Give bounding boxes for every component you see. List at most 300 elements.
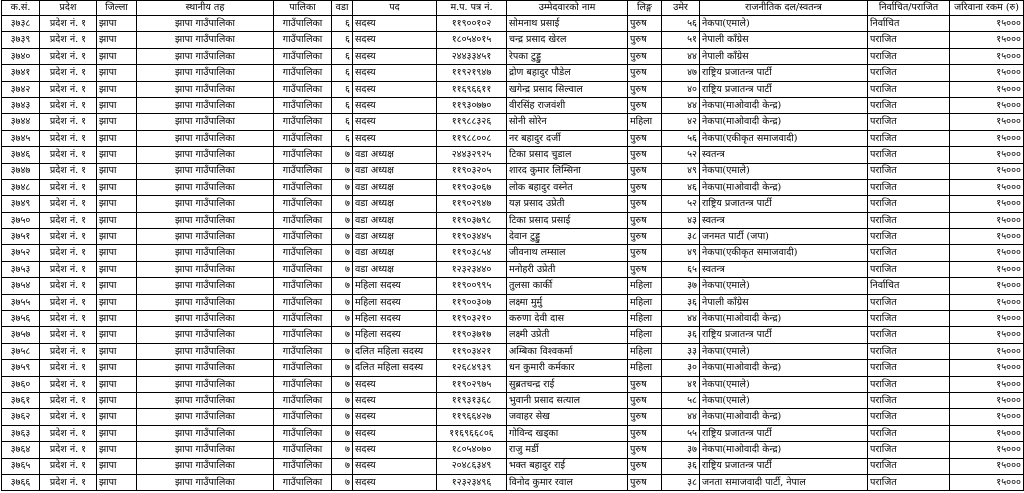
cell-gender: पुरुष: [628, 261, 662, 277]
table-row: [2, 327, 1024, 343]
cell-post: महिला सदस्य: [353, 311, 437, 327]
cell-province: प्रदेश नं. १: [40, 32, 97, 48]
cell-municipality-type: गाउँपालिका: [274, 261, 332, 277]
cell-result: पराजित: [868, 442, 950, 458]
cell-municipality-type: गाउँपालिका: [274, 130, 332, 146]
cell-fine-amount: १५०००: [950, 130, 1024, 146]
cell-ward: ७: [332, 278, 353, 294]
cell-district: झापा: [97, 163, 137, 179]
cell-district: झापा: [97, 311, 137, 327]
cell-serial-no: ३७६०: [2, 376, 40, 392]
table-row: [2, 48, 1024, 64]
cell-fine-amount: १५०००: [950, 261, 1024, 277]
table-row: [2, 196, 1024, 212]
cell-post: वडा अध्यक्ष: [353, 261, 437, 277]
cell-gender: पुरुष: [628, 229, 662, 245]
table-row: [2, 278, 1024, 294]
cell-party: नेकपा(एकीकृत समाजवादी): [700, 130, 868, 146]
cell-nomination-no: ११९२१९४७: [437, 65, 507, 81]
cell-candidate-name: राजु मर्डी: [507, 442, 628, 458]
cell-gender: पुरुष: [628, 179, 662, 195]
table-row: [2, 147, 1024, 163]
cell-province: प्रदेश नं. १: [40, 130, 97, 146]
header-district: जिल्ला: [97, 1, 137, 16]
cell-candidate-name: मनोहरी उप्रेती: [507, 261, 628, 277]
cell-candidate-name: सोमनाथ प्रसाई: [507, 16, 628, 32]
cell-fine-amount: १५०००: [950, 97, 1024, 113]
cell-fine-amount: १५०००: [950, 196, 1024, 212]
cell-province: प्रदेश नं. १: [40, 360, 97, 376]
cell-local-level: झापा गाउँपालिका: [137, 16, 274, 32]
cell-local-level: झापा गाउँपालिका: [137, 392, 274, 408]
cell-ward: ६: [332, 130, 353, 146]
cell-nomination-no: २०४८६३४९: [437, 458, 507, 474]
cell-party: जनता समाजवादी पार्टी, नेपाल: [700, 474, 868, 490]
cell-province: प्रदेश नं. १: [40, 179, 97, 195]
cell-local-level: झापा गाउँपालिका: [137, 97, 274, 113]
cell-candidate-name: सोनी सोरेन: [507, 114, 628, 130]
cell-municipality-type: गाउँपालिका: [274, 343, 332, 359]
cell-age: ४४: [662, 48, 700, 64]
cell-district: झापा: [97, 261, 137, 277]
cell-candidate-name: जवाहर सेख: [507, 409, 628, 425]
cell-fine-amount: १५०००: [950, 343, 1024, 359]
cell-age: ५२: [662, 147, 700, 163]
cell-result: पराजित: [868, 409, 950, 425]
cell-ward: ६: [332, 48, 353, 64]
cell-result: पराजित: [868, 196, 950, 212]
table-row: [2, 130, 1024, 146]
cell-post: सदस्य: [353, 130, 437, 146]
cell-municipality-type: गाउँपालिका: [274, 376, 332, 392]
cell-fine-amount: १५०००: [950, 229, 1024, 245]
cell-candidate-name: खगेन्द्र प्रसाद सिल्वाल: [507, 81, 628, 97]
cell-age: ४१: [662, 376, 700, 392]
cell-serial-no: ३७४८: [2, 179, 40, 195]
cell-age: ४९: [662, 163, 700, 179]
header-nomination-no: म.प. पत्र नं.: [437, 1, 507, 16]
cell-gender: पुरुष: [628, 425, 662, 441]
cell-ward: ७: [332, 229, 353, 245]
cell-post: वडा अध्यक्ष: [353, 163, 437, 179]
cell-age: ४४: [662, 97, 700, 113]
cell-serial-no: ३७५५: [2, 294, 40, 310]
cell-fine-amount: १५०००: [950, 311, 1024, 327]
cell-gender: पुरुष: [628, 409, 662, 425]
cell-local-level: झापा गाउँपालिका: [137, 179, 274, 195]
cell-ward: ७: [332, 474, 353, 490]
cell-local-level: झापा गाउँपालिका: [137, 81, 274, 97]
cell-post: सदस्य: [353, 32, 437, 48]
cell-result: पराजित: [868, 343, 950, 359]
cell-gender: महिला: [628, 327, 662, 343]
cell-fine-amount: १५०००: [950, 245, 1024, 261]
cell-party: नेपाली काँग्रेस: [700, 32, 868, 48]
cell-local-level: झापा गाउँपालिका: [137, 458, 274, 474]
cell-municipality-type: गाउँपालिका: [274, 278, 332, 294]
cell-municipality-type: गाउँपालिका: [274, 32, 332, 48]
cell-district: झापा: [97, 16, 137, 32]
cell-gender: महिला: [628, 343, 662, 359]
cell-post: महिला सदस्य: [353, 327, 437, 343]
cell-local-level: झापा गाउँपालिका: [137, 163, 274, 179]
cell-party: नेकपा(माओवादी केन्द्र): [700, 442, 868, 458]
table-row: [2, 409, 1024, 425]
cell-candidate-name: सुब्रतचन्द्र राई: [507, 376, 628, 392]
cell-serial-no: ३७४६: [2, 147, 40, 163]
cell-province: प्रदेश नं. १: [40, 458, 97, 474]
cell-district: झापा: [97, 409, 137, 425]
cell-municipality-type: गाउँपालिका: [274, 311, 332, 327]
table-row: [2, 294, 1024, 310]
table-row: [2, 474, 1024, 490]
cell-gender: पुरुष: [628, 196, 662, 212]
cell-age: ५२: [662, 196, 700, 212]
cell-district: झापा: [97, 32, 137, 48]
cell-party: स्वतन्त्र: [700, 261, 868, 277]
cell-party: स्वतन्त्र: [700, 147, 868, 163]
cell-municipality-type: गाउँपालिका: [274, 474, 332, 490]
cell-candidate-name: विनोद कुमार रवाल: [507, 474, 628, 490]
cell-party: नेकपा(एमाले): [700, 376, 868, 392]
cell-province: प्रदेश नं. १: [40, 212, 97, 228]
cell-age: ५१: [662, 32, 700, 48]
cell-result: पराजित: [868, 97, 950, 113]
header-post: पद: [353, 1, 437, 16]
cell-post: महिला सदस्य: [353, 294, 437, 310]
cell-fine-amount: १५०००: [950, 425, 1024, 441]
cell-serial-no: ३७५९: [2, 360, 40, 376]
cell-serial-no: ३७६४: [2, 442, 40, 458]
cell-party: नेकपा(एकीकृत समाजवादी): [700, 245, 868, 261]
table-row: [2, 245, 1024, 261]
cell-municipality-type: गाउँपालिका: [274, 327, 332, 343]
cell-result: पराजित: [868, 65, 950, 81]
cell-local-level: झापा गाउँपालिका: [137, 196, 274, 212]
cell-candidate-name: तुलसा कार्की: [507, 278, 628, 294]
cell-ward: ७: [332, 409, 353, 425]
cell-ward: ७: [332, 245, 353, 261]
cell-district: झापा: [97, 229, 137, 245]
cell-municipality-type: गाउँपालिका: [274, 212, 332, 228]
cell-gender: पुरुष: [628, 32, 662, 48]
cell-fine-amount: १५०००: [950, 179, 1024, 195]
cell-result: पराजित: [868, 327, 950, 343]
cell-local-level: झापा गाउँपालिका: [137, 32, 274, 48]
cell-local-level: झापा गाउँपालिका: [137, 442, 274, 458]
cell-nomination-no: ११९०३२०५: [437, 163, 507, 179]
cell-gender: महिला: [628, 360, 662, 376]
cell-party: जनमत पार्टी (जपा): [700, 229, 868, 245]
cell-result: पराजित: [868, 229, 950, 245]
cell-serial-no: ३७५०: [2, 212, 40, 228]
cell-age: ३७: [662, 278, 700, 294]
cell-gender: महिला: [628, 278, 662, 294]
cell-nomination-no: १२६८४९३९: [437, 360, 507, 376]
cell-province: प्रदेश नं. १: [40, 261, 97, 277]
cell-candidate-name: द्रोण बहादुर पौडेल: [507, 65, 628, 81]
cell-ward: ७: [332, 261, 353, 277]
cell-province: प्रदेश नं. १: [40, 114, 97, 130]
table-row: [2, 179, 1024, 195]
cell-candidate-name: टिका प्रसाद प्रसाई: [507, 212, 628, 228]
cell-candidate-name: लोक बहादुर वस्नेत: [507, 179, 628, 195]
cell-result: पराजित: [868, 458, 950, 474]
cell-age: ३८: [662, 229, 700, 245]
header-fine-amount: जरिवाना रकम (रु): [950, 1, 1024, 16]
cell-gender: महिला: [628, 114, 662, 130]
cell-party: राष्ट्रिय प्रजातन्त्र पार्टी: [700, 65, 868, 81]
cell-fine-amount: १५०००: [950, 294, 1024, 310]
cell-serial-no: ३७४०: [2, 48, 40, 64]
cell-ward: ७: [332, 458, 353, 474]
cell-province: प्रदेश नं. १: [40, 327, 97, 343]
cell-party: राष्ट्रिय प्रजातन्त्र पार्टी: [700, 327, 868, 343]
cell-nomination-no: २४४३२९२५: [437, 147, 507, 163]
cell-age: ३६: [662, 294, 700, 310]
cell-province: प्रदेश नं. १: [40, 343, 97, 359]
cell-result: पराजित: [868, 294, 950, 310]
cell-nomination-no: ११९८८३२६: [437, 114, 507, 130]
cell-municipality-type: गाउँपालिका: [274, 48, 332, 64]
cell-nomination-no: २४४३३४५१: [437, 48, 507, 64]
table-row: [2, 261, 1024, 277]
cell-municipality-type: गाउँपालिका: [274, 163, 332, 179]
cell-candidate-name: धन कुमारी कर्मकार: [507, 360, 628, 376]
cell-local-level: झापा गाउँपालिका: [137, 360, 274, 376]
cell-nomination-no: ११९०३७१७: [437, 327, 507, 343]
cell-post: सदस्य: [353, 114, 437, 130]
cell-fine-amount: १५०००: [950, 474, 1024, 490]
cell-district: झापा: [97, 343, 137, 359]
cell-municipality-type: गाउँपालिका: [274, 392, 332, 408]
cell-nomination-no: ११९६६४२७: [437, 409, 507, 425]
cell-province: प्रदेश नं. १: [40, 474, 97, 490]
header-gender: लिङ्ग: [628, 1, 662, 16]
cell-ward: ७: [332, 311, 353, 327]
cell-candidate-name: भुवानी प्रसाद सत्याल: [507, 392, 628, 408]
cell-district: झापा: [97, 376, 137, 392]
cell-fine-amount: १५०००: [950, 376, 1024, 392]
cell-serial-no: ३७६१: [2, 392, 40, 408]
cell-ward: ७: [332, 196, 353, 212]
cell-district: झापा: [97, 245, 137, 261]
cell-nomination-no: ११६९६६११: [437, 81, 507, 97]
cell-party: राष्ट्रिय प्रजातन्त्र पार्टी: [700, 81, 868, 97]
table-row: [2, 343, 1024, 359]
cell-municipality-type: गाउँपालिका: [274, 360, 332, 376]
cell-age: ३३: [662, 343, 700, 359]
cell-serial-no: ३७४७: [2, 163, 40, 179]
cell-nomination-no: ११९०३०६७: [437, 179, 507, 195]
cell-post: सदस्य: [353, 97, 437, 113]
cell-gender: पुरुष: [628, 130, 662, 146]
cell-fine-amount: १५०००: [950, 147, 1024, 163]
cell-result: पराजित: [868, 163, 950, 179]
cell-gender: पुरुष: [628, 163, 662, 179]
cell-province: प्रदेश नं. १: [40, 97, 97, 113]
table-row: [2, 114, 1024, 130]
cell-local-level: झापा गाउँपालिका: [137, 474, 274, 490]
cell-serial-no: ३७६६: [2, 474, 40, 490]
cell-province: प्रदेश नं. १: [40, 16, 97, 32]
cell-district: झापा: [97, 360, 137, 376]
cell-district: झापा: [97, 327, 137, 343]
cell-province: प्रदेश नं. १: [40, 392, 97, 408]
cell-municipality-type: गाउँपालिका: [274, 409, 332, 425]
cell-fine-amount: १५०००: [950, 458, 1024, 474]
table-row: [2, 32, 1024, 48]
cell-nomination-no: १२३२३४९६: [437, 474, 507, 490]
cell-nomination-no: ११९८८००८: [437, 130, 507, 146]
cell-result: पराजित: [868, 114, 950, 130]
cell-post: वडा अध्यक्ष: [353, 245, 437, 261]
cell-result: पराजित: [868, 261, 950, 277]
cell-ward: ७: [332, 392, 353, 408]
cell-candidate-name: चन्द्र प्रसाद खेरल: [507, 32, 628, 48]
cell-post: सदस्य: [353, 442, 437, 458]
cell-province: प्रदेश नं. १: [40, 163, 97, 179]
cell-age: ४९: [662, 245, 700, 261]
cell-fine-amount: १५०००: [950, 163, 1024, 179]
cell-district: झापा: [97, 179, 137, 195]
header-ward: वडा: [332, 1, 353, 16]
cell-candidate-name: टिका प्रसाद चुडाल: [507, 147, 628, 163]
cell-candidate-name: शारद कुमार लिम्सिना: [507, 163, 628, 179]
cell-post: दलित महिला सदस्य: [353, 343, 437, 359]
cell-local-level: झापा गाउँपालिका: [137, 114, 274, 130]
cell-fine-amount: १५०००: [950, 278, 1024, 294]
cell-result: पराजित: [868, 360, 950, 376]
cell-fine-amount: १५०००: [950, 16, 1024, 32]
cell-district: झापा: [97, 97, 137, 113]
cell-ward: ७: [332, 360, 353, 376]
cell-age: ५८: [662, 392, 700, 408]
cell-province: प्रदेश नं. १: [40, 65, 97, 81]
cell-fine-amount: १५०००: [950, 65, 1024, 81]
cell-nomination-no: ११६९६६८०६: [437, 425, 507, 441]
cell-nomination-no: १२३२३४४०: [437, 261, 507, 277]
cell-nomination-no: ११९०३४४५: [437, 229, 507, 245]
cell-age: ४४: [662, 311, 700, 327]
cell-age: ५६: [662, 16, 700, 32]
cell-municipality-type: गाउँपालिका: [274, 425, 332, 441]
cell-age: ३६: [662, 458, 700, 474]
cell-party: नेकपा(माओवादी केन्द्र): [700, 409, 868, 425]
cell-result: पराजित: [868, 311, 950, 327]
cell-party: राष्ट्रिय प्रजातन्त्र पार्टी: [700, 196, 868, 212]
cell-post: सदस्य: [353, 376, 437, 392]
cell-result: पराजित: [868, 130, 950, 146]
cell-nomination-no: ११९००३०७: [437, 294, 507, 310]
cell-municipality-type: गाउँपालिका: [274, 229, 332, 245]
cell-result: पराजित: [868, 179, 950, 195]
cell-ward: ७: [332, 343, 353, 359]
cell-party: राष्ट्रिय प्रजातन्त्र पार्टी: [700, 425, 868, 441]
cell-fine-amount: १५०००: [950, 81, 1024, 97]
cell-gender: पुरुष: [628, 212, 662, 228]
cell-nomination-no: ११९३०७७०: [437, 97, 507, 113]
cell-post: महिला सदस्य: [353, 278, 437, 294]
cell-result: पराजित: [868, 245, 950, 261]
cell-district: झापा: [97, 65, 137, 81]
cell-ward: ७: [332, 147, 353, 163]
header-municipality-type: पालिका: [274, 1, 332, 16]
cell-district: झापा: [97, 474, 137, 490]
cell-candidate-name: रेपका टुड्डु: [507, 48, 628, 64]
cell-ward: ७: [332, 442, 353, 458]
cell-post: दलित महिला सदस्य: [353, 360, 437, 376]
table-row: [2, 425, 1024, 441]
cell-ward: ७: [332, 425, 353, 441]
table-row: [2, 212, 1024, 228]
cell-post: वडा अध्यक्ष: [353, 147, 437, 163]
cell-post: सदस्य: [353, 392, 437, 408]
cell-province: प्रदेश नं. १: [40, 278, 97, 294]
cell-fine-amount: १५०००: [950, 48, 1024, 64]
cell-post: वडा अध्यक्ष: [353, 196, 437, 212]
cell-result: पराजित: [868, 376, 950, 392]
cell-nomination-no: ११९०२९७५: [437, 376, 507, 392]
cell-ward: ६: [332, 114, 353, 130]
cell-province: प्रदेश नं. १: [40, 311, 97, 327]
table-row: [2, 376, 1024, 392]
cell-result: निर्वाचित: [868, 278, 950, 294]
cell-province: प्रदेश नं. १: [40, 245, 97, 261]
cell-ward: ६: [332, 97, 353, 113]
cell-age: ४२: [662, 114, 700, 130]
cell-post: वडा अध्यक्ष: [353, 179, 437, 195]
cell-candidate-name: नर बहादुर दर्जी: [507, 130, 628, 146]
cell-local-level: झापा गाउँपालिका: [137, 65, 274, 81]
table-row: [2, 97, 1024, 113]
cell-serial-no: ३७४४: [2, 114, 40, 130]
cell-gender: पुरुष: [628, 245, 662, 261]
cell-ward: ६: [332, 32, 353, 48]
cell-post: सदस्य: [353, 458, 437, 474]
cell-nomination-no: ११९३१३६८: [437, 392, 507, 408]
cell-municipality-type: गाउँपालिका: [274, 81, 332, 97]
cell-candidate-name: देवान टुड्डु: [507, 229, 628, 245]
cell-age: ४४: [662, 409, 700, 425]
cell-province: प्रदेश नं. १: [40, 376, 97, 392]
cell-nomination-no: ११९०३८५४: [437, 245, 507, 261]
cell-party: राष्ट्रिय प्रजातन्त्र पार्टी: [700, 458, 868, 474]
cell-serial-no: ३७६५: [2, 458, 40, 474]
header-row: [2, 1, 1024, 16]
cell-municipality-type: गाउँपालिका: [274, 245, 332, 261]
cell-gender: महिला: [628, 294, 662, 310]
cell-party: नेकपा(माओवादी केन्द्र): [700, 179, 868, 195]
cell-fine-amount: १५०००: [950, 392, 1024, 408]
header-province: प्रदेश: [40, 1, 97, 16]
cell-district: झापा: [97, 130, 137, 146]
table-row: [2, 392, 1024, 408]
cell-nomination-no: ११९०३४२१: [437, 343, 507, 359]
cell-candidate-name: जीवनाथ लम्साल: [507, 245, 628, 261]
cell-party: नेकपा(एमाले): [700, 16, 868, 32]
cell-party: नेकपा(एमाले): [700, 392, 868, 408]
cell-gender: महिला: [628, 311, 662, 327]
cell-ward: ६: [332, 16, 353, 32]
cell-result: पराजित: [868, 32, 950, 48]
cell-serial-no: ३७६२: [2, 409, 40, 425]
cell-district: झापा: [97, 442, 137, 458]
header-local-level: स्थानीय तह: [137, 1, 274, 16]
cell-age: ४०: [662, 81, 700, 97]
cell-gender: पुरुष: [628, 97, 662, 113]
cell-party: नेकपा(एमाले): [700, 163, 868, 179]
